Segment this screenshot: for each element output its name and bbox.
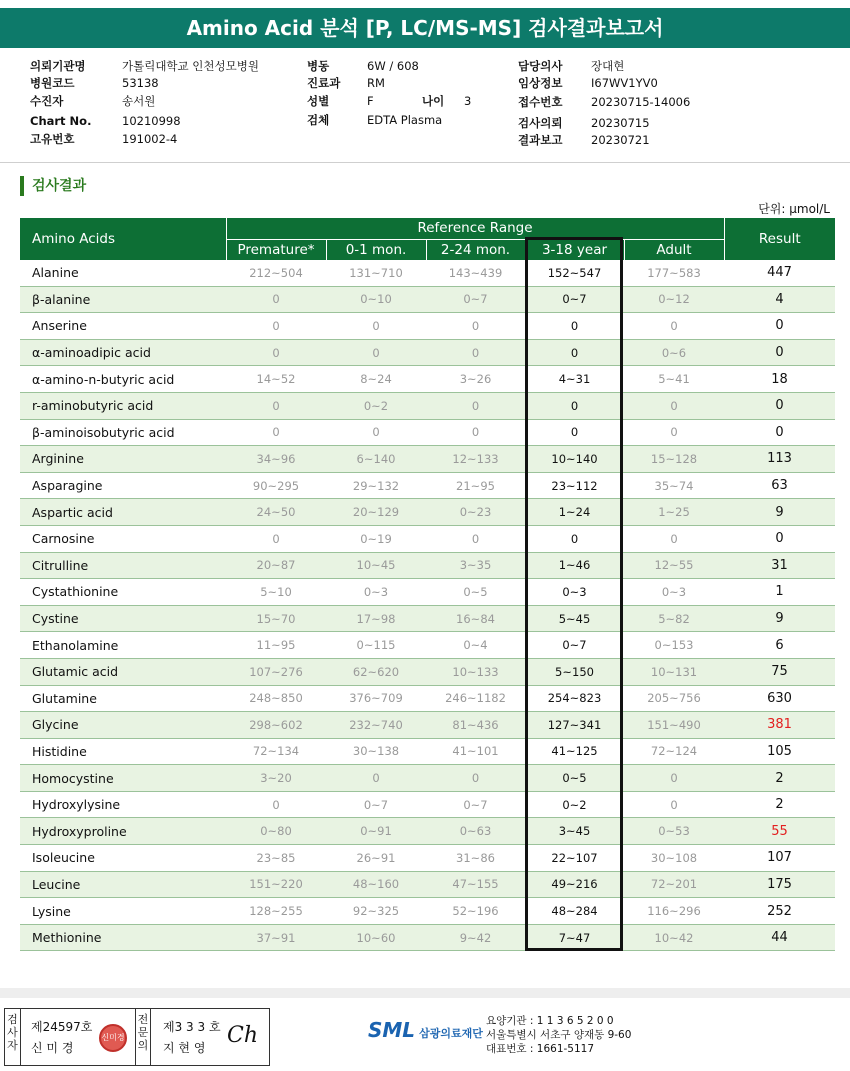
result-value: 63 [724, 472, 835, 499]
table-row [20, 552, 835, 579]
amino-acid-name: Homocystine [20, 765, 226, 792]
reference-range-cell: 5~41 [624, 366, 724, 393]
reference-range-cell: 1~25 [624, 499, 724, 526]
ward-value: 6W / 608 [367, 59, 419, 73]
result-value: 9 [724, 605, 835, 632]
header-result: Result [724, 218, 835, 260]
reference-range-cell: 1~24 [525, 499, 624, 526]
reference-range-cell: 248~850 [226, 685, 326, 712]
reference-range-cell: 0~10 [326, 286, 426, 313]
reference-range-cell: 0~7 [326, 791, 426, 818]
dept-value: RM [367, 76, 385, 90]
sml-logo-icon: SML [368, 1018, 416, 1042]
section-title: 검사결과 [20, 176, 86, 196]
reference-range-cell: 151~220 [226, 871, 326, 898]
table-row [20, 738, 835, 765]
result-value: 0 [724, 339, 835, 366]
reference-range-cell: 0 [226, 392, 326, 419]
reference-range-cell: 0 [426, 419, 525, 446]
reference-range-cell: 72~134 [226, 738, 326, 765]
reference-range-cell: 376~709 [326, 685, 426, 712]
reference-range-cell: 34~96 [226, 446, 326, 473]
reference-range-cell: 131~710 [326, 260, 426, 286]
verifier-name: 지 현 영 [163, 1041, 206, 1055]
header-sub-col: 3-18 year [525, 239, 624, 260]
reference-range-cell: 62~620 [326, 658, 426, 685]
lab-name: 삼광의료재단 [419, 1027, 483, 1040]
table-row [20, 499, 835, 526]
reference-range-cell: 12~55 [624, 552, 724, 579]
result-value: 31 [724, 552, 835, 579]
reference-range-cell: 48~284 [525, 898, 624, 925]
reported-label: 결과보고 [518, 133, 563, 147]
table-row [20, 446, 835, 473]
amino-acid-name: Carnosine [20, 525, 226, 552]
reference-range-cell: 29~132 [326, 472, 426, 499]
reference-range-cell: 49~216 [525, 871, 624, 898]
reference-range-cell: 47~155 [426, 871, 525, 898]
amino-acid-name: β-aminoisobutyric acid [20, 419, 226, 446]
result-value: 6 [724, 632, 835, 659]
table-row [20, 392, 835, 419]
result-value: 107 [724, 845, 835, 872]
reference-range-cell: 212~504 [226, 260, 326, 286]
result-value: 0 [724, 313, 835, 340]
reference-range-cell: 0~6 [624, 339, 724, 366]
reference-range-cell: 0 [624, 313, 724, 340]
reference-range-cell: 0 [525, 313, 624, 340]
header-sub-col: 0-1 mon. [326, 239, 426, 260]
table-row [20, 898, 835, 925]
reference-range-cell: 0~7 [525, 286, 624, 313]
amino-acid-name: Methionine [20, 924, 226, 951]
age-value: 3 [464, 94, 472, 108]
reference-range-cell: 10~131 [624, 658, 724, 685]
amino-acid-name: Hydroxylysine [20, 791, 226, 818]
reference-range-cell: 0~7 [426, 286, 525, 313]
reference-range-cell: 10~140 [525, 446, 624, 473]
reference-range-cell: 0~23 [426, 499, 525, 526]
reference-range-cell: 0 [326, 339, 426, 366]
table-row [20, 632, 835, 659]
verifier-number: 제3 3 3 호 [163, 1020, 221, 1034]
header-sub-col: Adult [624, 239, 724, 260]
hospital-label: 의뢰기관명 [30, 59, 86, 73]
table-row [20, 525, 835, 552]
reference-range-cell: 10~133 [426, 658, 525, 685]
reference-range-cell: 116~296 [624, 898, 724, 925]
reference-range-cell: 0 [326, 419, 426, 446]
reference-range-cell: 0 [426, 339, 525, 366]
header-sub-col: 2-24 mon. [426, 239, 525, 260]
reference-range-cell: 16~84 [426, 605, 525, 632]
uid-label: 고유번호 [30, 132, 75, 146]
table-row [20, 313, 835, 340]
reference-range-cell: 0 [426, 313, 525, 340]
table-row [20, 286, 835, 313]
reference-range-cell: 3~20 [226, 765, 326, 792]
table-row [20, 765, 835, 792]
reference-range-cell: 35~74 [624, 472, 724, 499]
reference-range-cell: 0~5 [426, 579, 525, 606]
reference-range-cell: 5~45 [525, 605, 624, 632]
result-value: 113 [724, 446, 835, 473]
sex-label: 성별 [307, 94, 330, 108]
reference-range-cell: 0 [624, 791, 724, 818]
result-value: 447 [724, 260, 835, 286]
patient-label: 수진자 [30, 94, 64, 108]
table-row [20, 924, 835, 951]
table-row [20, 658, 835, 685]
reference-range-cell: 20~87 [226, 552, 326, 579]
verifier-signature: Ch [227, 1023, 259, 1048]
amino-acid-name: Alanine [20, 260, 226, 286]
reference-range-cell: 31~86 [426, 845, 525, 872]
table-row [20, 260, 835, 286]
clinical-value: I67WV1YV0 [591, 76, 658, 90]
amino-acid-name: Anserine [20, 313, 226, 340]
reference-range-cell: 0 [624, 765, 724, 792]
reference-range-cell: 0 [525, 339, 624, 366]
table-row [20, 419, 835, 446]
reference-range-cell: 0~7 [426, 791, 525, 818]
code-value: 53138 [122, 76, 159, 90]
amino-acid-name: Cystine [20, 605, 226, 632]
reference-range-cell: 0~2 [525, 791, 624, 818]
reference-range-cell: 298~602 [226, 712, 326, 739]
reference-range-cell: 22~107 [525, 845, 624, 872]
reference-range-cell: 0~7 [525, 632, 624, 659]
reported-value: 20230721 [591, 133, 650, 147]
ward-label: 병동 [307, 59, 330, 73]
reference-range-cell: 37~91 [226, 924, 326, 951]
header-sub-col: Premature* [226, 239, 326, 260]
reference-range-cell: 12~133 [426, 446, 525, 473]
table-row [20, 845, 835, 872]
table-row [20, 712, 835, 739]
reference-range-cell: 41~125 [525, 738, 624, 765]
amino-acid-name: r-aminobutyric acid [20, 392, 226, 419]
reference-range-cell: 246~1182 [426, 685, 525, 712]
age-label: 나이 [422, 94, 445, 108]
table-row [20, 472, 835, 499]
result-value: 175 [724, 871, 835, 898]
chart-label: Chart No. [30, 114, 92, 128]
reference-range-cell: 0 [624, 525, 724, 552]
reference-range-cell: 0 [326, 313, 426, 340]
reference-range-cell: 0~3 [624, 579, 724, 606]
result-value: 1 [724, 579, 835, 606]
reference-range-cell: 15~70 [226, 605, 326, 632]
reference-range-cell: 3~26 [426, 366, 525, 393]
reference-range-cell: 0~4 [426, 632, 525, 659]
reference-range-cell: 0~3 [525, 579, 624, 606]
table-row [20, 818, 835, 845]
doctor-value: 장대현 [591, 59, 625, 73]
reference-range-cell: 11~95 [226, 632, 326, 659]
lab-contact [486, 1014, 631, 1056]
hospital-value: 가톨릭대학교 인천성모병원 [122, 59, 259, 73]
reference-range-cell: 0 [426, 765, 525, 792]
reference-range-cell: 72~201 [624, 871, 724, 898]
reference-range-cell: 0 [525, 525, 624, 552]
result-value: 4 [724, 286, 835, 313]
reference-range-cell: 10~42 [624, 924, 724, 951]
header-amino-acids: Amino Acids [20, 218, 226, 260]
reference-range-cell: 0 [226, 339, 326, 366]
reference-range-cell: 23~112 [525, 472, 624, 499]
table-row [20, 791, 835, 818]
reference-range-cell: 15~128 [624, 446, 724, 473]
reference-range-cell: 0~91 [326, 818, 426, 845]
specimen-label: 검체 [307, 113, 330, 127]
reference-range-cell: 205~756 [624, 685, 724, 712]
amino-acid-name: Citrulline [20, 552, 226, 579]
divider [0, 162, 850, 163]
reference-range-cell: 0 [226, 525, 326, 552]
amino-acid-name: β-alanine [20, 286, 226, 313]
reference-range-cell: 143~439 [426, 260, 525, 286]
result-value: 630 [724, 685, 835, 712]
amino-acid-name: Glycine [20, 712, 226, 739]
reference-range-cell: 20~129 [326, 499, 426, 526]
reference-range-cell: 26~91 [326, 845, 426, 872]
reference-range-cell: 0~153 [624, 632, 724, 659]
reference-range-cell: 0~115 [326, 632, 426, 659]
reference-range-cell: 21~95 [426, 472, 525, 499]
reference-range-cell: 4~31 [525, 366, 624, 393]
result-value: 0 [724, 419, 835, 446]
amino-acid-name: Histidine [20, 738, 226, 765]
result-value: 44 [724, 924, 835, 951]
table-row [20, 871, 835, 898]
reference-range-cell: 254~823 [525, 685, 624, 712]
result-value: 9 [724, 499, 835, 526]
amino-acid-name: Glutamine [20, 685, 226, 712]
reference-range-cell: 0~53 [624, 818, 724, 845]
reference-range-cell: 0 [525, 419, 624, 446]
reference-range-cell: 5~82 [624, 605, 724, 632]
signature-box [4, 1008, 270, 1066]
reference-range-cell: 0 [624, 419, 724, 446]
footer-strip [0, 988, 850, 998]
footer [0, 1000, 850, 1071]
reference-range-cell: 0 [226, 419, 326, 446]
reference-range-cell: 30~108 [624, 845, 724, 872]
table-row [20, 685, 835, 712]
reference-range-cell: 90~295 [226, 472, 326, 499]
specimen-value: EDTA Plasma [367, 113, 443, 127]
table-row [20, 366, 835, 393]
chart-value: 10210998 [122, 114, 181, 128]
dept-label: 진료과 [307, 76, 341, 90]
reference-range-cell: 24~50 [226, 499, 326, 526]
reference-range-cell: 1~46 [525, 552, 624, 579]
result-value: 0 [724, 525, 835, 552]
reference-range-cell: 17~98 [326, 605, 426, 632]
reference-range-cell: 0~5 [525, 765, 624, 792]
reference-range-cell: 0~3 [326, 579, 426, 606]
header-reference-range: Reference Range [226, 218, 724, 239]
results-table [20, 218, 835, 951]
reference-range-cell: 3~45 [525, 818, 624, 845]
reference-range-cell: 48~160 [326, 871, 426, 898]
reference-range-cell: 0 [426, 392, 525, 419]
tester-heading: 검 사 자 [5, 1009, 21, 1065]
reference-range-cell: 177~583 [624, 260, 724, 286]
code-label: 병원코드 [30, 76, 75, 90]
reference-range-cell: 0~63 [426, 818, 525, 845]
reference-range-cell: 9~42 [426, 924, 525, 951]
reference-range-cell: 52~196 [426, 898, 525, 925]
doctor-label: 담당의사 [518, 59, 563, 73]
amino-acid-name: Cystathionine [20, 579, 226, 606]
reference-range-cell: 72~124 [624, 738, 724, 765]
lab-logo [368, 1018, 483, 1042]
amino-acid-name: Arginine [20, 446, 226, 473]
request-value: 20230715 [591, 116, 650, 130]
reference-range-cell: 152~547 [525, 260, 624, 286]
result-value: 2 [724, 791, 835, 818]
result-value: 55 [724, 818, 835, 845]
receipt-label: 접수번호 [518, 95, 563, 109]
reference-range-cell: 0 [326, 765, 426, 792]
reference-range-cell: 30~138 [326, 738, 426, 765]
result-value: 252 [724, 898, 835, 925]
unit-label: 단위: μmol/L [758, 202, 830, 216]
amino-acid-name: Isoleucine [20, 845, 226, 872]
reference-range-cell: 151~490 [624, 712, 724, 739]
reference-range-cell: 0~12 [624, 286, 724, 313]
reference-range-cell: 0 [226, 791, 326, 818]
request-label: 검사의뢰 [518, 116, 563, 130]
tester-name: 신 미 경 [31, 1041, 74, 1055]
amino-acid-name: Asparagine [20, 472, 226, 499]
report-title: Amino Acid 분석 [P, LC/MS-MS] 검사결과보고서 [0, 8, 850, 48]
result-value: 75 [724, 658, 835, 685]
result-value: 381 [724, 712, 835, 739]
result-value: 105 [724, 738, 835, 765]
reference-range-cell: 0 [525, 392, 624, 419]
reference-range-cell: 6~140 [326, 446, 426, 473]
org-code: 요양기관 : 1 1 3 6 5 2 0 0 [486, 1015, 614, 1027]
clinical-label: 임상정보 [518, 76, 563, 90]
reference-range-cell: 10~60 [326, 924, 426, 951]
reference-range-cell: 127~341 [525, 712, 624, 739]
reference-range-cell: 0~80 [226, 818, 326, 845]
result-value: 18 [724, 366, 835, 393]
reference-range-cell: 5~10 [226, 579, 326, 606]
uid-value: 191002-4 [122, 132, 178, 146]
amino-acid-name: α-amino-n-butyric acid [20, 366, 226, 393]
amino-acid-name: Hydroxyproline [20, 818, 226, 845]
receipt-value: 20230715-14006 [591, 95, 691, 109]
tester-stamp: 신미경 [99, 1024, 127, 1052]
reference-range-cell: 0~19 [326, 525, 426, 552]
reference-range-cell: 128~255 [226, 898, 326, 925]
reference-range-cell: 7~47 [525, 924, 624, 951]
patient-value: 송서원 [122, 94, 156, 108]
reference-range-cell: 0 [426, 525, 525, 552]
reference-range-cell: 0 [624, 392, 724, 419]
reference-range-cell: 0 [226, 286, 326, 313]
reference-range-cell: 232~740 [326, 712, 426, 739]
table-row [20, 579, 835, 606]
reference-range-cell: 0 [226, 313, 326, 340]
table-row [20, 605, 835, 632]
reference-range-cell: 0~2 [326, 392, 426, 419]
amino-acid-name: Lysine [20, 898, 226, 925]
reference-range-cell: 23~85 [226, 845, 326, 872]
org-phone: 대표번호 : 1661-5117 [486, 1043, 595, 1055]
result-value: 2 [724, 765, 835, 792]
amino-acid-name: Leucine [20, 871, 226, 898]
reference-range-cell: 107~276 [226, 658, 326, 685]
reference-range-cell: 41~101 [426, 738, 525, 765]
reference-range-cell: 10~45 [326, 552, 426, 579]
reference-range-cell: 5~150 [525, 658, 624, 685]
reference-range-cell: 14~52 [226, 366, 326, 393]
reference-range-cell: 81~436 [426, 712, 525, 739]
result-value: 0 [724, 392, 835, 419]
amino-acid-name: α-aminoadipic acid [20, 339, 226, 366]
sex-value: F [367, 94, 374, 108]
tester-number: 제24597호 [31, 1020, 93, 1034]
reference-range-cell: 92~325 [326, 898, 426, 925]
amino-acid-name: Ethanolamine [20, 632, 226, 659]
reference-range-cell: 3~35 [426, 552, 525, 579]
amino-acid-name: Aspartic acid [20, 499, 226, 526]
table-row [20, 339, 835, 366]
verifier-heading: 전 문 의 [135, 1009, 151, 1065]
org-address: 서울특별시 서초구 양재동 9-60 [486, 1029, 632, 1041]
amino-acid-name: Glutamic acid [20, 658, 226, 685]
reference-range-cell: 8~24 [326, 366, 426, 393]
